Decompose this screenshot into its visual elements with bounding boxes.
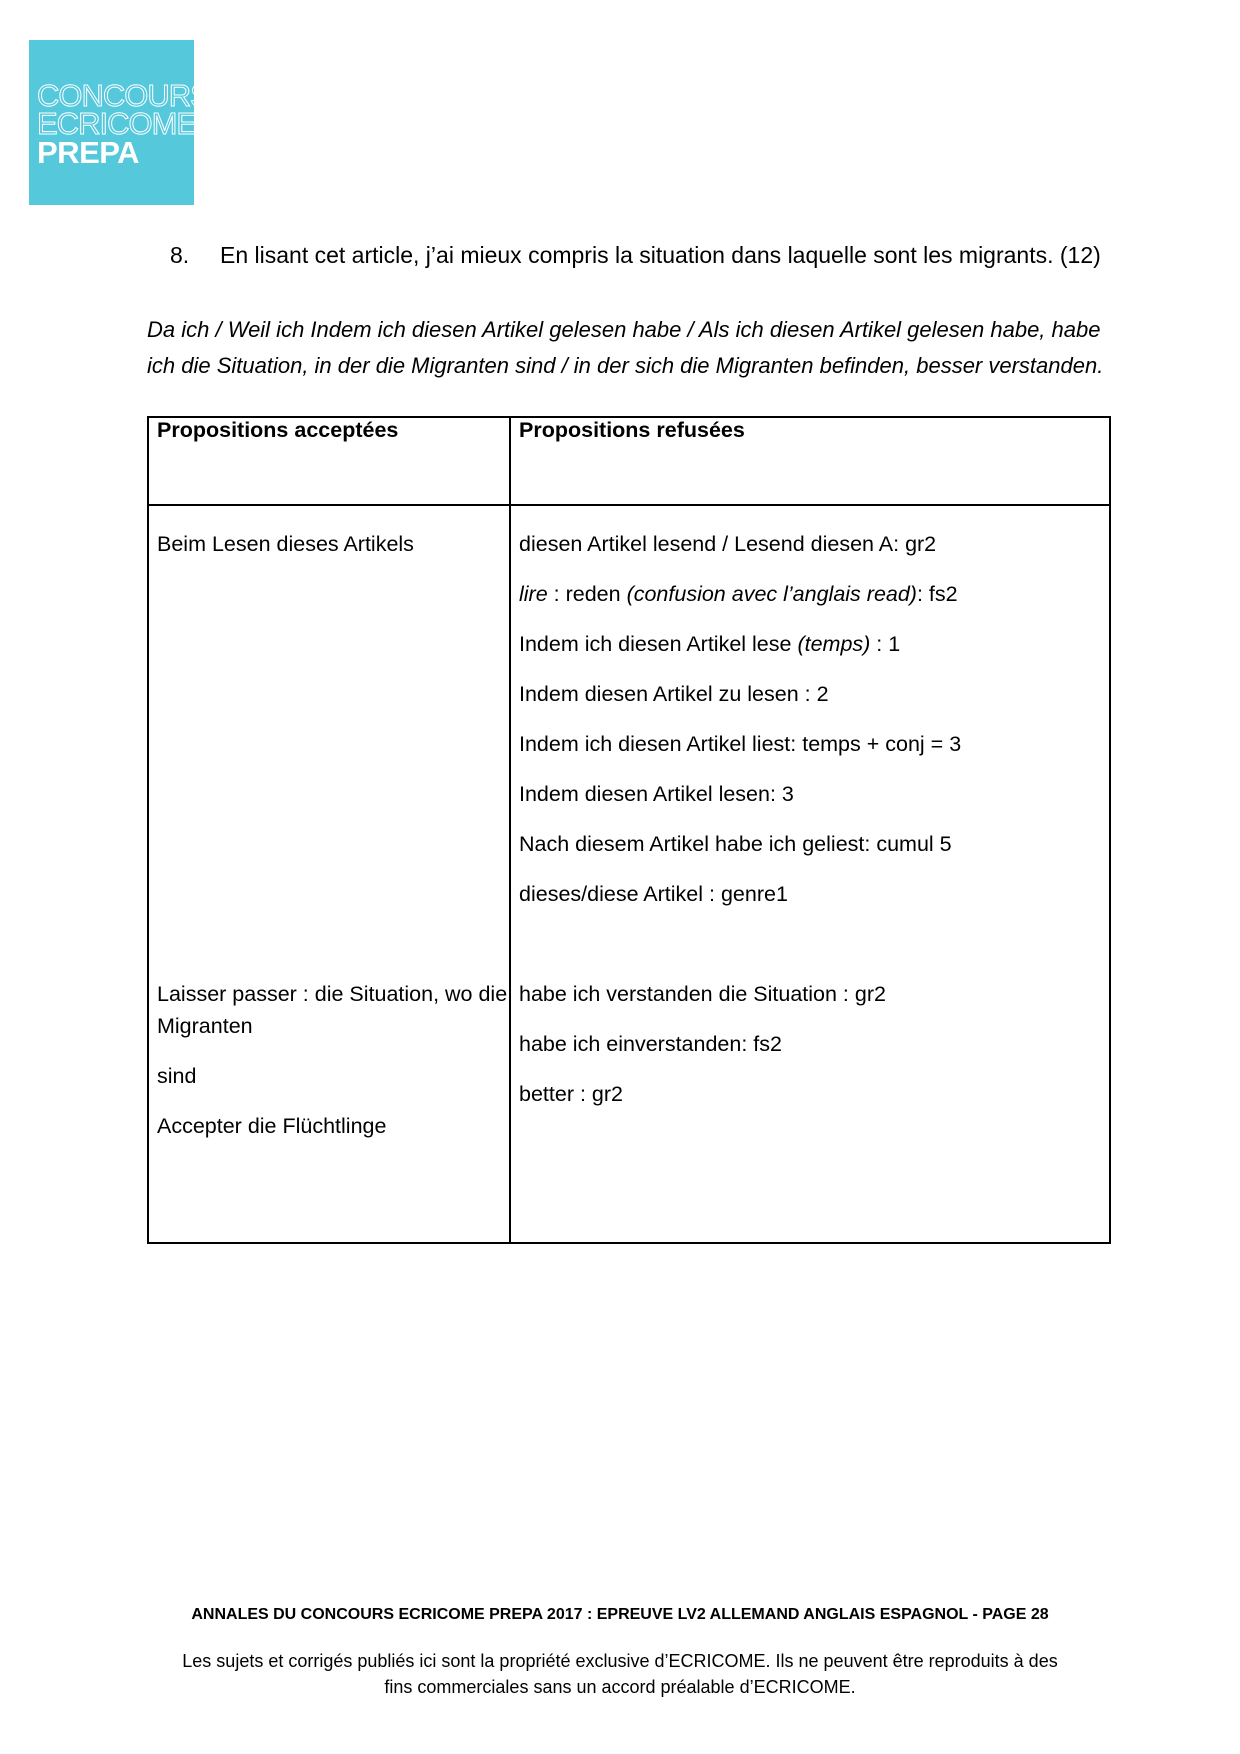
- refused-item: diesen Artikel lesend / Lesend diesen A: gr2: [519, 532, 937, 556]
- accepted-item: Accepter die Flüchtlinge: [157, 1114, 387, 1138]
- refused-item: [519, 582, 958, 607]
- accepted-cell: [148, 505, 510, 1243]
- refused-item-part: lire: [519, 582, 548, 606]
- question-text: En lisant cet article, j’ai mieux compris la situation dans laquelle sont les migrants. (12): [220, 242, 1101, 268]
- refused-item: Indem diesen Artikel lesen: 3: [519, 782, 794, 806]
- question-number: 8.: [170, 242, 190, 268]
- header-refused: Propositions refusées: [510, 417, 1110, 505]
- refused-item: habe ich verstanden die Situation : gr2: [519, 982, 886, 1006]
- model-answer: [147, 312, 1147, 384]
- accepted-item: Migranten: [157, 1014, 253, 1038]
- logo-line-ecricome: ECRICOME: [37, 106, 197, 141]
- refused-item: dieses/diese Artikel : genre1: [519, 882, 788, 906]
- refused-item-part: Indem ich diesen Artikel lese: [519, 632, 798, 656]
- refused-item-part: : fs2: [916, 582, 958, 606]
- model-answer-line-2: ich die Situation, in der die Migranten sind / in der sich die Migranten befinden, besser verstanden.: [147, 353, 1104, 378]
- refused-item: Nach diesem Artikel habe ich geliest: cumul 5: [519, 832, 952, 856]
- table-header-row: [148, 417, 1110, 505]
- refused-item-part: (temps): [797, 632, 871, 656]
- accepted-item: sind: [157, 1064, 197, 1088]
- question-8: [170, 242, 1101, 269]
- refused-item-part: : reden: [547, 582, 627, 606]
- refused-item-part: : 1: [870, 632, 901, 656]
- refused-item: better : gr2: [519, 1082, 623, 1106]
- footer-notice: [0, 1648, 1240, 1700]
- accepted-item: Beim Lesen dieses Artikels: [157, 532, 414, 556]
- accepted-item: Laisser passer : die Situation, wo die: [157, 982, 508, 1006]
- logo-line-concours: CONCOURS: [37, 78, 210, 113]
- footer-notice-line-1: Les sujets et corrigés publiés ici sont la propriété exclusive d’ECRICOME. Ils ne peuvent être reproduits à des: [182, 1651, 1058, 1671]
- model-answer-line-1: Da ich / Weil ich Indem ich diesen Artikel gelesen habe / Als ich diesen Artikel gelesen habe, habe: [147, 317, 1101, 342]
- logo-line-prepa: PREPA: [37, 135, 140, 170]
- refused-cell: [510, 505, 1110, 1243]
- refused-item: Indem ich diesen Artikel liest: temps + conj = 3: [519, 732, 962, 756]
- corrections-table: [147, 416, 1111, 1244]
- refused-item: habe ich einverstanden: fs2: [519, 1032, 782, 1056]
- refused-item-part: (confusion avec l’anglais read): [626, 582, 917, 606]
- ecricome-logo: [29, 40, 210, 205]
- table-body-row: [148, 505, 1110, 1243]
- refused-item: [519, 632, 900, 657]
- footer-notice-line-2: fins commerciales sans un accord préalable d’ECRICOME.: [384, 1677, 856, 1697]
- footer-title: ANNALES DU CONCOURS ECRICOME PREPA 2017 : EPREUVE LV2 ALLEMAND ANGLAIS ESPAGNOL - PAGE 28: [191, 1606, 1049, 1623]
- header-accepted: Propositions acceptées: [148, 417, 510, 505]
- refused-item: Indem diesen Artikel zu lesen : 2: [519, 682, 829, 706]
